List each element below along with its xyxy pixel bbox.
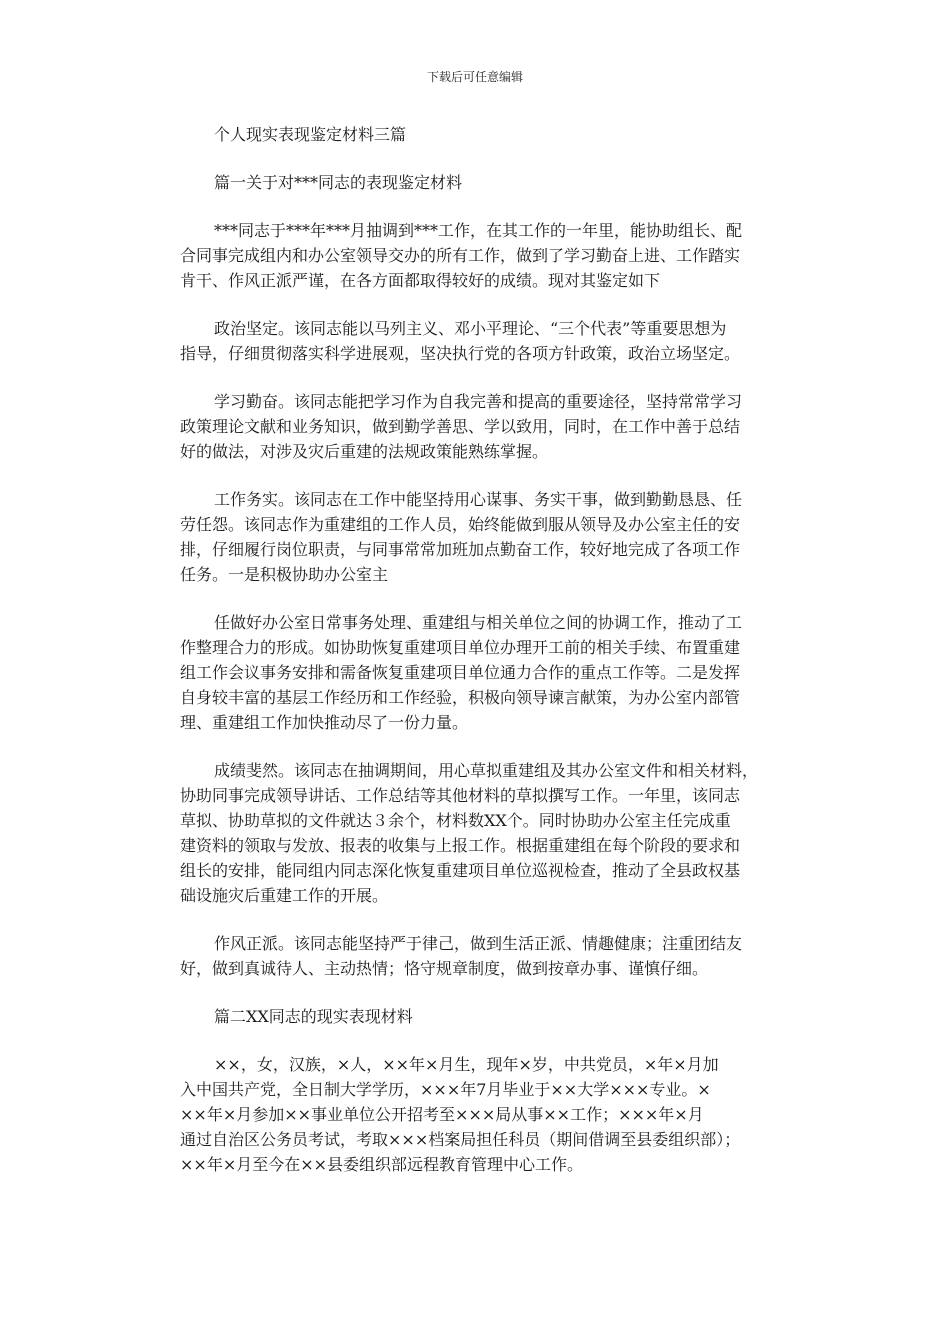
paragraph — [180, 1052, 770, 1177]
paragraph-line: ***同志于***年***月抽调到***工作，在其工作的一年里，能协助组长、配 — [214, 221, 743, 240]
paragraph-line: 政策理论文献和业务知识，做到勤学善思、学以致用，同时，在工作中善于总结 — [180, 417, 741, 436]
section-1-paragraphs — [180, 218, 770, 981]
section-2-paragraphs — [180, 1052, 770, 1177]
paragraph — [180, 487, 770, 587]
paragraph-line: 排，仔细履行岗位职责，与同事常常加班加点勤奋工作，较好地完成了各项工作 — [180, 540, 741, 559]
section-heading-2: 篇二XX同志的现实表现材料 — [214, 1007, 413, 1026]
paragraph-line: 好，做到真诚待人、主动热情；恪守规章制度，做到按章办事、谨慎仔细。 — [180, 959, 709, 978]
paragraph-line: 作风正派。该同志能坚持严于律己，做到生活正派、情趣健康；注重团结友 — [214, 934, 743, 953]
paragraph — [180, 931, 770, 981]
paragraph-line: 自身较丰富的基层工作经历和工作经验，积极向领导谏言献策，为办公室内部管 — [180, 688, 741, 707]
paragraph-line: ××，女，汉族，×人，××年×月生，现年×岁，中共党员，×年×月加 — [214, 1055, 719, 1074]
paragraph-line: 劳任怨。该同志作为重建组的工作人员，始终能做到服从领导及办公室主任的安 — [180, 515, 741, 534]
paragraph — [180, 610, 770, 735]
paragraph-line: 组工作会议事务安排和需备恢复重建项目单位通力合作的重点工作等。二是发挥 — [180, 663, 741, 682]
paragraph-line: 组长的安排，能同组内同志深化恢复重建项目单位巡视检查，推动了全县政权基 — [180, 861, 741, 880]
paragraph — [180, 389, 770, 464]
paragraph — [180, 758, 770, 908]
paragraph-line: 草拟、协助草拟的文件就达３余个，材料数XX个。同时协助办公室主任完成重 — [180, 811, 731, 830]
document-body — [180, 122, 770, 1200]
paragraph-line: 础设施灾后重建工作的开展。 — [180, 886, 389, 905]
paragraph-line: ××年×月参加××事业单位公开招考至×××局从事××工作；×××年×月 — [180, 1105, 704, 1124]
paragraph-line: 作整理合力的形成。如协助恢复重建项目单位办理开工前的相关手续、布置重建 — [180, 638, 741, 657]
paragraph-line: 肯干、作风正派严谨，在各方面都取得较好的成绩。现对其鉴定如下 — [180, 271, 661, 290]
paragraph-line: 工作务实。该同志在工作中能坚持用心谋事、务实干事，做到勤勤恳恳、任 — [214, 490, 743, 509]
paragraph-line: 通过自治区公务员考试，考取×××档案局担任科员（期间借调至县委组织部）； — [180, 1130, 741, 1149]
paragraph-line: 任做好办公室日常事务处理、重建组与相关单位之间的协调工作，推动了工 — [214, 613, 743, 632]
section-heading-1: 篇一关于对***同志的表现鉴定材料 — [214, 173, 463, 192]
paragraph-line: 指导，仔细贯彻落实科学进展观，坚决执行党的各项方针政策，政治立场坚定。 — [180, 344, 741, 363]
paragraph — [180, 316, 770, 366]
paragraph-line: 成绩斐然。该同志在抽调期间，用心草拟重建组及其办公室文件和相关材料， — [214, 761, 759, 780]
paragraph-line: 理、重建组工作加快推动尽了一份力量。 — [180, 713, 469, 732]
paragraph-line: 好的做法，对涉及灾后重建的法规政策能熟练掌握。 — [180, 442, 549, 461]
paragraph-line: 政治坚定。该同志能以马列主义、邓小平理论、“三个代表”等重要思想为 — [214, 319, 727, 338]
document-title: 个人现实表现鉴定材料三篇 — [214, 125, 407, 144]
paragraph-line: ××年×月至今在××县委组织部远程教育管理中心工作。 — [180, 1155, 584, 1174]
header-note: 下载后可任意编辑 — [426, 70, 523, 84]
paragraph-line: 学习勤奋。该同志能把学习作为自我完善和提高的重要途径，坚持常常学习 — [214, 392, 743, 411]
paragraph — [180, 218, 770, 293]
paragraph-line: 建资料的领取与发放、报表的收集与上报工作。根据重建组在每个阶段的要求和 — [180, 836, 741, 855]
paragraph-line: 任务。一是积极协助办公室主 — [180, 565, 389, 584]
paragraph-line: 协助同事完成领导讲话、工作总结等其他材料的草拟撰写工作。一年里，该同志 — [180, 786, 741, 805]
paragraph-line: 合同事完成组内和办公室领导交办的所有工作，做到了学习勤奋上进、工作踏实 — [180, 246, 741, 265]
paragraph-line: 入中国共产党，全日制大学学历，×××年7月毕业于××大学×××专业。× — [180, 1080, 711, 1099]
